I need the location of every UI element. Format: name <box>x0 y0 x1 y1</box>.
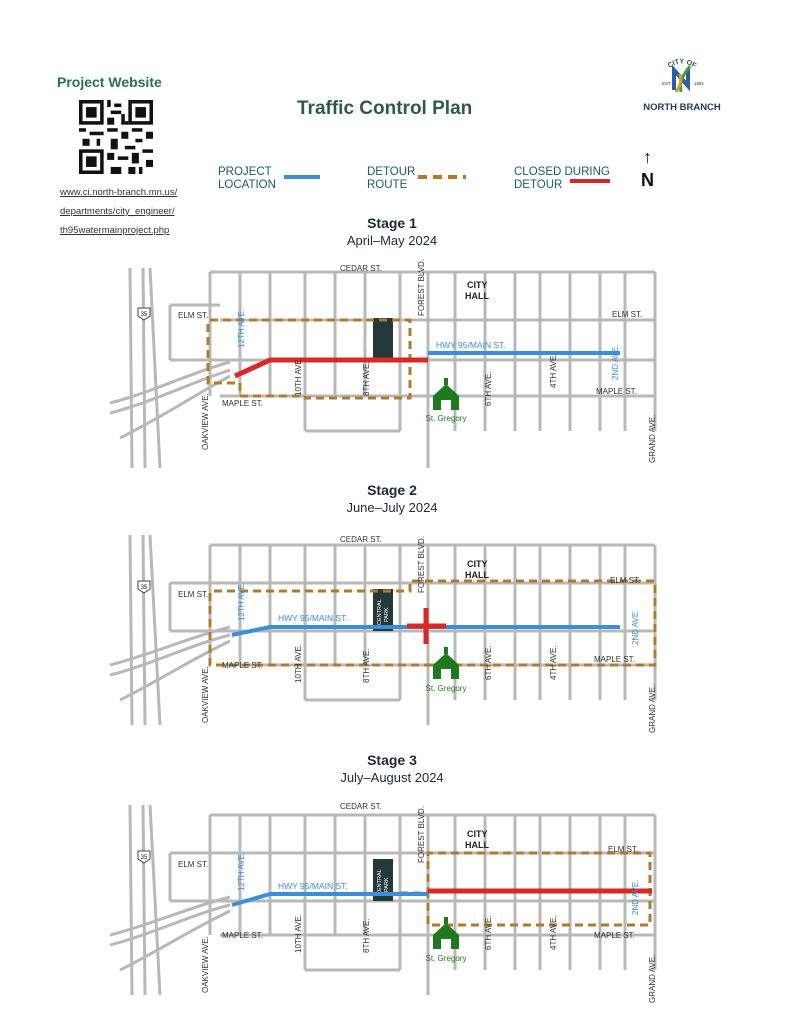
svg-text:35: 35 <box>140 312 148 318</box>
svg-text:PARK: PARK <box>384 607 390 622</box>
legend-detour-swatch <box>418 173 466 181</box>
forest-label: FOREST BLVD. <box>417 805 426 863</box>
cedar-label: CEDAR ST. <box>340 264 382 273</box>
elm-label-east: ELM ST. <box>610 576 641 585</box>
svg-text:CENTRAL: CENTRAL <box>359 327 365 353</box>
grand-label: GRAND AVE. <box>648 684 657 733</box>
stage-1-map <box>110 258 670 468</box>
ave10-label: 10TH AVE. <box>294 357 303 396</box>
ave6-label: 6TH AVE. <box>484 371 493 406</box>
elm-label: ELM ST. <box>178 590 209 599</box>
city-hall-label: CITY <box>467 559 488 569</box>
ave2-label: 2ND AVE. <box>631 609 640 645</box>
central-park <box>373 589 393 631</box>
church-label: St. Gregory <box>425 954 467 963</box>
main-label: HWY 95/MAIN ST. <box>278 613 348 623</box>
ave2-label: 2ND AVE. <box>611 344 620 380</box>
main-label: HWY 95/MAIN ST. <box>436 340 506 350</box>
street-grid <box>110 268 655 468</box>
legend-project-swatch <box>284 173 320 181</box>
svg-text:35: 35 <box>140 585 148 591</box>
project-url-line-1[interactable]: www.ci.north-branch.mn.us/ <box>60 187 178 198</box>
city-hall-label: CITY <box>467 280 488 290</box>
grand-label: GRAND AVE. <box>648 954 657 1003</box>
oakview-label: OAKVIEW AVE. <box>201 936 210 993</box>
city-hall-label: CITY <box>467 829 488 839</box>
logo-name: NORTH BRANCH <box>643 102 721 113</box>
ave2-label: 2ND AVE. <box>631 879 640 915</box>
svg-text:PARK: PARK <box>384 877 390 892</box>
grand-label: GRAND AVE. <box>648 414 657 463</box>
stage-1-title: Stage 1 <box>367 215 417 231</box>
maple-label: MAPLE ST. <box>222 931 263 940</box>
project-url-line-2[interactable]: departments/city_engineer/ <box>60 206 175 217</box>
logo-year: 1881 <box>694 81 705 86</box>
forest-label: FOREST BLVD. <box>417 535 426 593</box>
church-label: St. Gregory <box>425 684 467 693</box>
svg-text:35: 35 <box>140 855 148 861</box>
maple-label-east: MAPLE ST. <box>594 931 635 940</box>
maple-label-east: MAPLE ST. <box>596 387 637 396</box>
stage-2-map <box>110 525 670 735</box>
ave4-label: 4TH AVE. <box>549 353 558 388</box>
svg-text:CITY OF <box>667 58 698 70</box>
maple-label: MAPLE ST. <box>222 661 263 670</box>
svg-text:HALL: HALL <box>465 840 489 850</box>
qr-code[interactable] <box>79 100 153 174</box>
stage-1-dates: April–May 2024 <box>346 233 438 248</box>
legend-detour-label: DETOUR ROUTE <box>367 166 416 191</box>
ave12-label: 12TH AVE. <box>237 852 246 891</box>
ave12-label: 12TH AVE. <box>237 582 246 621</box>
i35-shield-icon <box>138 581 150 593</box>
detour-route <box>210 581 655 665</box>
stage-2-title: Stage 2 <box>367 482 417 498</box>
ave10-label: 10TH AVE. <box>294 914 303 953</box>
i35-shield-icon <box>138 851 150 863</box>
svg-text:PARK: PARK <box>366 335 372 350</box>
church-label: St. Gregory <box>425 414 467 423</box>
cedar-label: CEDAR ST. <box>340 535 382 544</box>
ave8-label: 8TH AVE. <box>362 361 371 396</box>
svg-text:HALL: HALL <box>465 570 489 580</box>
cedar-label: CEDAR ST. <box>340 802 382 811</box>
city-logo <box>636 52 728 114</box>
elm-label: ELM ST. <box>178 311 209 320</box>
legend-closed-swatch <box>570 177 610 185</box>
svg-text:CENTRAL: CENTRAL <box>377 869 383 895</box>
i35-shield-icon <box>138 308 150 320</box>
logo-city-of: CITY OF <box>666 58 698 70</box>
elm-label: ELM ST. <box>178 860 209 869</box>
forest-label: FOREST BLVD. <box>417 258 426 316</box>
maple-label: MAPLE ST. <box>222 399 263 408</box>
svg-text:HALL: HALL <box>465 291 489 301</box>
legend-closed-label: CLOSED DURING DETOUR <box>514 166 610 191</box>
ave8-label: 8TH AVE. <box>362 918 371 953</box>
oakview-label: OAKVIEW AVE. <box>201 666 210 723</box>
elm-label-east: ELM ST. <box>612 310 643 319</box>
legend-project-label: PROJECT LOCATION <box>218 166 276 191</box>
project-website-label: Project Website <box>57 74 162 90</box>
svg-text:CENTRAL: CENTRAL <box>377 599 383 625</box>
ave8-label: 8TH AVE. <box>362 648 371 683</box>
main-label: HWY 95/MAIN ST. <box>278 881 348 891</box>
stage-3-title: Stage 3 <box>367 752 417 768</box>
closed-segment <box>407 608 446 644</box>
logo-est: EST. <box>662 81 672 86</box>
stage-3-map <box>110 795 670 1005</box>
elm-label-east: ELM ST. <box>608 845 639 854</box>
north-arrow-icon: ↑ <box>643 147 652 167</box>
north-label: N <box>641 170 654 190</box>
page-title: Traffic Control Plan <box>297 98 473 119</box>
ave6-label: 6TH AVE. <box>484 915 493 950</box>
oakview-label: OAKVIEW AVE. <box>201 393 210 450</box>
stage-2-dates: June–July 2024 <box>346 500 438 515</box>
ave4-label: 4TH AVE. <box>549 915 558 950</box>
stage-3-dates: July–August 2024 <box>340 770 444 785</box>
project-url-line-3[interactable]: th95watermainproject.php <box>60 225 170 236</box>
ave6-label: 6TH AVE. <box>484 645 493 680</box>
ave10-label: 10TH AVE. <box>294 644 303 683</box>
maple-label-east: MAPLE ST. <box>594 655 635 664</box>
ave12-label: 12TH AVE. <box>237 309 246 348</box>
ave4-label: 4TH AVE. <box>549 645 558 680</box>
